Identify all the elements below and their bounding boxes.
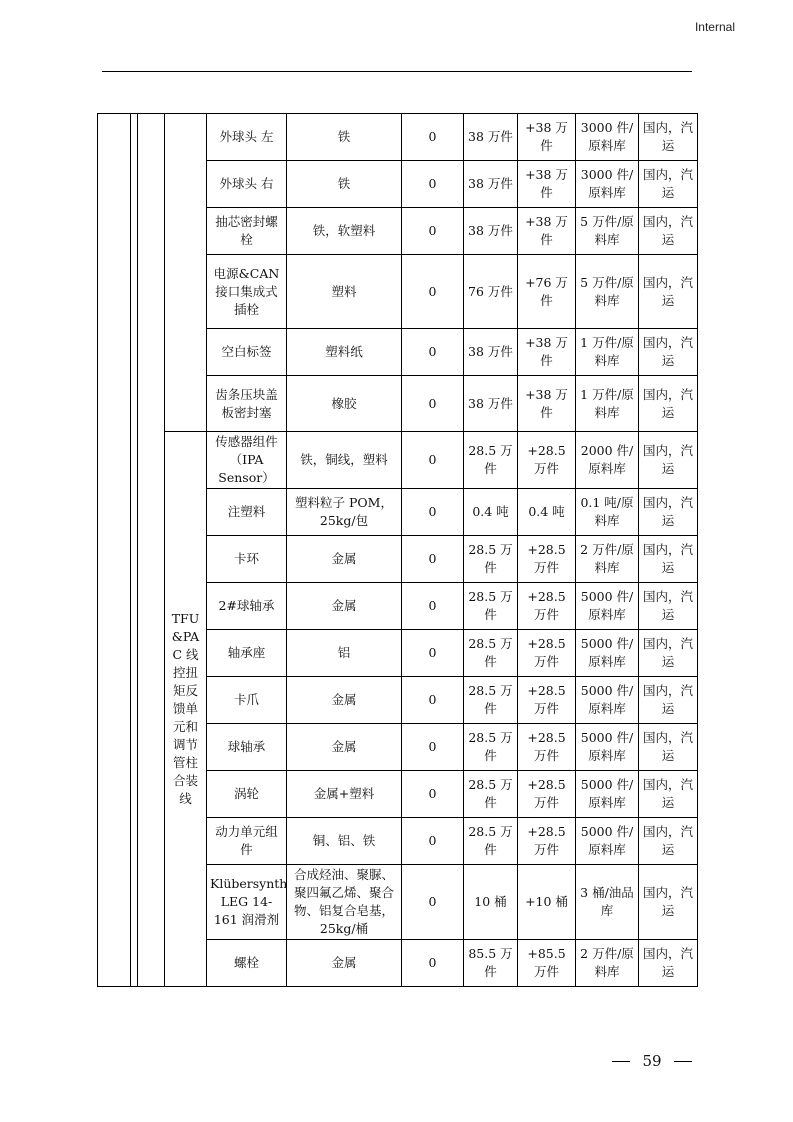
change-cell: +85.5 万件	[518, 940, 576, 987]
change-cell: +10 桶	[518, 865, 576, 940]
current-cell: 0	[402, 329, 464, 376]
current-cell: 0	[402, 114, 464, 161]
annual-use-cell: 38 万件	[464, 114, 518, 161]
change-cell: +28.5 万件	[518, 818, 576, 865]
change-cell: +28.5 万件	[518, 583, 576, 630]
item-cell: 传感器组件（IPA Sensor）	[207, 432, 287, 489]
storage-cell: 0.1 吨/原料库	[576, 489, 639, 536]
footer-dash-left	[612, 1061, 630, 1062]
change-cell: +28.5 万件	[518, 630, 576, 677]
item-cell: 抽芯密封螺栓	[207, 208, 287, 255]
item-cell: 2#球轴承	[207, 583, 287, 630]
material-cell: 铁	[287, 161, 402, 208]
change-cell: +28.5 万件	[518, 677, 576, 724]
material-cell: 塑料	[287, 255, 402, 329]
source-cell: 国内，汽运	[639, 583, 698, 630]
material-cell: 铁，软塑料	[287, 208, 402, 255]
material-cell: 橡胶	[287, 376, 402, 432]
annual-use-cell: 76 万件	[464, 255, 518, 329]
annual-use-cell: 28.5 万件	[464, 630, 518, 677]
material-cell: 金属	[287, 940, 402, 987]
source-cell: 国内，汽运	[639, 432, 698, 489]
storage-cell: 5 万件/原料库	[576, 255, 639, 329]
blank-col-b	[131, 114, 138, 987]
material-cell: 合成烃油、聚脲、聚四氟乙烯、聚合物、铝复合皂基，25kg/桶	[287, 865, 402, 940]
source-cell: 国内，汽运	[639, 114, 698, 161]
annual-use-cell: 38 万件	[464, 208, 518, 255]
item-cell: 动力单元组件	[207, 818, 287, 865]
material-cell: 铝	[287, 630, 402, 677]
table-row	[98, 432, 698, 489]
annual-use-cell: 28.5 万件	[464, 432, 518, 489]
change-cell: +38 万件	[518, 161, 576, 208]
item-cell: 注塑料	[207, 489, 287, 536]
material-cell: 铁，铜线，塑料	[287, 432, 402, 489]
annual-use-cell: 28.5 万件	[464, 536, 518, 583]
material-cell: 塑料纸	[287, 329, 402, 376]
current-cell: 0	[402, 432, 464, 489]
source-cell: 国内，汽运	[639, 940, 698, 987]
source-cell: 国内，汽运	[639, 161, 698, 208]
item-cell: 空白标签	[207, 329, 287, 376]
storage-cell: 5000 件/原料库	[576, 583, 639, 630]
change-cell: +38 万件	[518, 376, 576, 432]
source-cell: 国内，汽运	[639, 865, 698, 940]
material-cell: 塑料粒子 POM，25kg/包	[287, 489, 402, 536]
source-cell: 国内，汽运	[639, 536, 698, 583]
change-cell: +76 万件	[518, 255, 576, 329]
source-cell: 国内，汽运	[639, 208, 698, 255]
storage-cell: 1 万件/原料库	[576, 376, 639, 432]
material-cell: 铜、铝、铁	[287, 818, 402, 865]
source-cell: 国内，汽运	[639, 724, 698, 771]
production-line-cell: TFU&PAC 线控扭矩反馈单元和调节管柱合装线	[165, 432, 207, 987]
blank-col-a	[98, 114, 131, 987]
current-cell: 0	[402, 724, 464, 771]
change-cell: +28.5 万件	[518, 724, 576, 771]
source-cell: 国内，汽运	[639, 489, 698, 536]
source-cell: 国内，汽运	[639, 771, 698, 818]
source-cell: 国内，汽运	[639, 255, 698, 329]
current-cell: 0	[402, 630, 464, 677]
storage-cell: 2000 件/原料库	[576, 432, 639, 489]
change-cell: +38 万件	[518, 329, 576, 376]
annual-use-cell: 0.4 吨	[464, 489, 518, 536]
annual-use-cell: 28.5 万件	[464, 583, 518, 630]
annual-use-cell: 38 万件	[464, 329, 518, 376]
storage-cell: 5000 件/原料库	[576, 630, 639, 677]
source-cell: 国内，汽运	[639, 329, 698, 376]
change-cell: 0.4 吨	[518, 489, 576, 536]
current-cell: 0	[402, 771, 464, 818]
source-cell: 国内，汽运	[639, 630, 698, 677]
source-cell: 国内，汽运	[639, 818, 698, 865]
current-cell: 0	[402, 940, 464, 987]
item-cell: Klübersynth LEG 14-161 润滑剂	[207, 865, 287, 940]
table-row	[98, 114, 698, 161]
storage-cell: 5000 件/原料库	[576, 771, 639, 818]
annual-use-cell: 38 万件	[464, 376, 518, 432]
material-cell: 金属	[287, 724, 402, 771]
item-cell: 齿条压块盖板密封塞	[207, 376, 287, 432]
annual-use-cell: 85.5 万件	[464, 940, 518, 987]
storage-cell: 3000 件/原料库	[576, 114, 639, 161]
storage-cell: 5000 件/原料库	[576, 724, 639, 771]
current-cell: 0	[402, 376, 464, 432]
item-cell: 电源&CAN 接口集成式插栓	[207, 255, 287, 329]
table-body	[98, 114, 698, 987]
page-footer	[612, 1052, 692, 1070]
annual-use-cell: 28.5 万件	[464, 771, 518, 818]
material-cell: 金属	[287, 583, 402, 630]
material-cell: 金属+塑料	[287, 771, 402, 818]
change-cell: +28.5 万件	[518, 432, 576, 489]
storage-cell: 3 桶/油品库	[576, 865, 639, 940]
current-cell: 0	[402, 255, 464, 329]
storage-cell: 2 万件/原料库	[576, 940, 639, 987]
storage-cell: 5000 件/原料库	[576, 677, 639, 724]
change-cell: +38 万件	[518, 114, 576, 161]
item-cell: 外球头 左	[207, 114, 287, 161]
annual-use-cell: 28.5 万件	[464, 677, 518, 724]
annual-use-cell: 28.5 万件	[464, 818, 518, 865]
internal-classification-tag: Internal	[694, 20, 735, 34]
change-cell: +38 万件	[518, 208, 576, 255]
current-cell: 0	[402, 818, 464, 865]
production-line-cell	[165, 114, 207, 432]
current-cell: 0	[402, 489, 464, 536]
material-cell: 金属	[287, 536, 402, 583]
storage-cell: 5000 件/原料库	[576, 818, 639, 865]
change-cell: +28.5 万件	[518, 536, 576, 583]
annual-use-cell: 10 桶	[464, 865, 518, 940]
item-cell: 外球头 右	[207, 161, 287, 208]
storage-cell: 2 万件/原料库	[576, 536, 639, 583]
page-number: 59	[642, 1052, 662, 1070]
change-cell: +28.5 万件	[518, 771, 576, 818]
item-cell: 卡爪	[207, 677, 287, 724]
item-cell: 球轴承	[207, 724, 287, 771]
annual-use-cell: 28.5 万件	[464, 724, 518, 771]
materials-table	[97, 113, 698, 987]
item-cell: 涡轮	[207, 771, 287, 818]
source-cell: 国内，汽运	[639, 677, 698, 724]
current-cell: 0	[402, 865, 464, 940]
current-cell: 0	[402, 208, 464, 255]
blank-col-c	[138, 114, 165, 987]
current-cell: 0	[402, 677, 464, 724]
current-cell: 0	[402, 583, 464, 630]
header-rule	[102, 71, 692, 72]
item-cell: 轴承座	[207, 630, 287, 677]
current-cell: 0	[402, 161, 464, 208]
storage-cell: 5 万件/原料库	[576, 208, 639, 255]
footer-dash-right	[674, 1061, 692, 1062]
source-cell: 国内，汽运	[639, 376, 698, 432]
material-cell: 铁	[287, 114, 402, 161]
storage-cell: 3000 件/原料库	[576, 161, 639, 208]
material-cell: 金属	[287, 677, 402, 724]
current-cell: 0	[402, 536, 464, 583]
item-cell: 卡环	[207, 536, 287, 583]
storage-cell: 1 万件/原料库	[576, 329, 639, 376]
annual-use-cell: 38 万件	[464, 161, 518, 208]
item-cell: 螺栓	[207, 940, 287, 987]
